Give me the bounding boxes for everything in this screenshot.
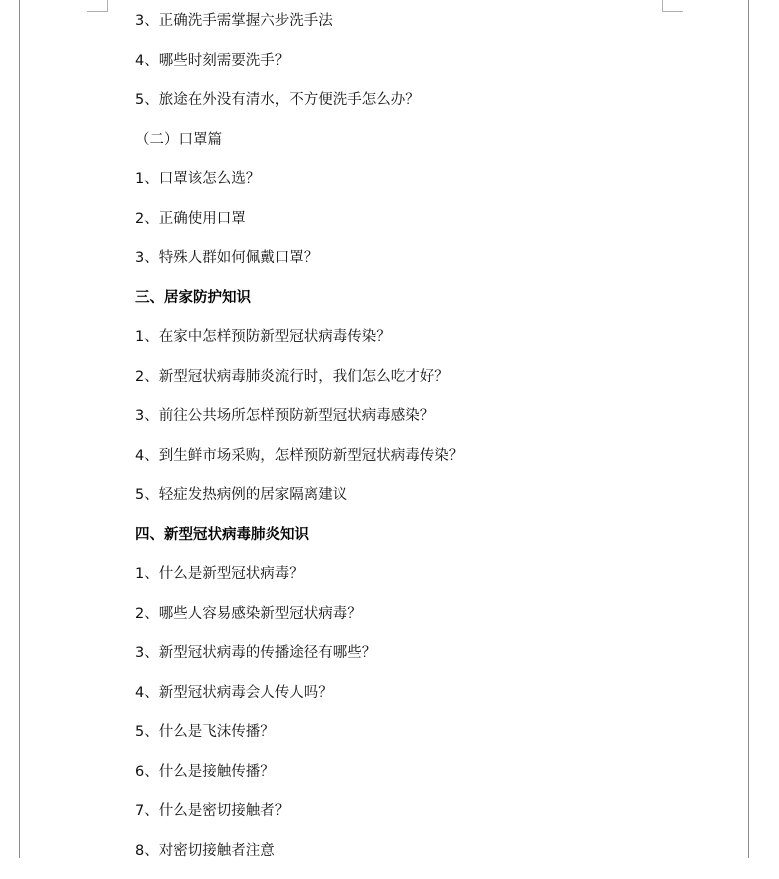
list-item: 5、什么是飞沫传播？: [135, 721, 463, 761]
list-item: 4、哪些时刻需要洗手？: [135, 50, 463, 90]
list-item: 2、新型冠状病毒肺炎流行时，我们怎么吃才好？: [135, 366, 463, 406]
list-item: 4、到生鲜市场采购，怎样预防新型冠状病毒传染？: [135, 445, 463, 485]
list-item: 6、什么是接触传播？: [135, 761, 463, 801]
list-item: 1、什么是新型冠状病毒？: [135, 563, 463, 603]
list-item: 4、新型冠状病毒会人传人吗？: [135, 682, 463, 722]
list-item: 1、在家中怎样预防新型冠状病毒传染？: [135, 326, 463, 366]
list-item: 8、对密切接触者注意: [135, 840, 463, 879]
list-item: 7、什么是密切接触者？: [135, 800, 463, 840]
list-item: 3、特殊人群如何佩戴口罩？: [135, 247, 463, 287]
list-item: 5、旅途在外没有清水，不方便洗手怎么办？: [135, 89, 463, 129]
crop-mark-right: [662, 0, 683, 12]
list-item: 3、正确洗手需掌握六步洗手法: [135, 10, 463, 50]
list-item: 1、口罩该怎么选？: [135, 168, 463, 208]
crop-mark-left: [87, 0, 108, 12]
list-item: 3、前往公共场所怎样预防新型冠状病毒感染？: [135, 405, 463, 445]
section-heading: 四、新型冠状病毒肺炎知识: [135, 524, 463, 564]
list-item: 3、新型冠状病毒的传播途径有哪些？: [135, 642, 463, 682]
list-item: 5、轻症发热病例的居家隔离建议: [135, 484, 463, 524]
section-heading: 三、居家防护知识: [135, 287, 463, 327]
list-item: 2、正确使用口罩: [135, 208, 463, 248]
document-body: [135, 10, 463, 879]
section-subheading: （二）口罩篇: [135, 129, 463, 169]
list-item: 2、哪些人容易感染新型冠状病毒？: [135, 603, 463, 643]
